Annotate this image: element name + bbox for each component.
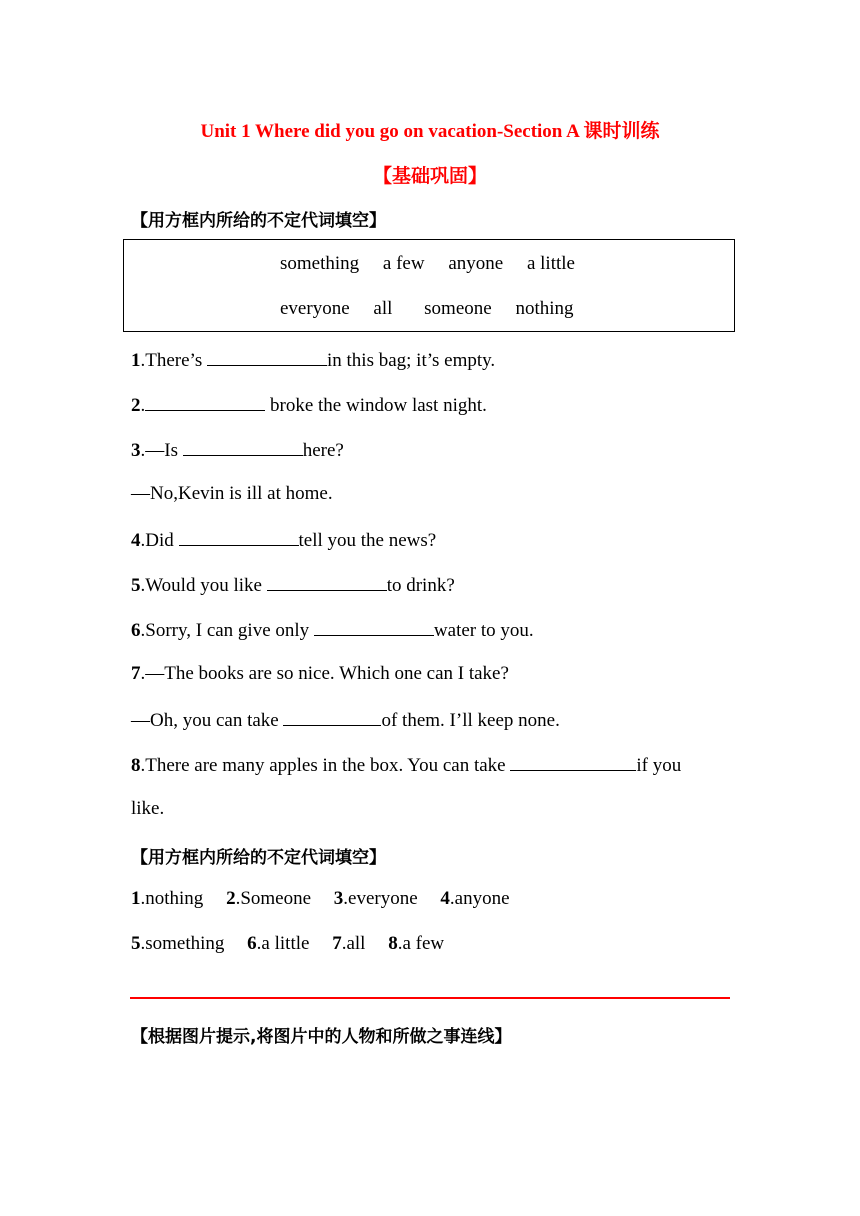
answer-blank[interactable] — [183, 437, 303, 456]
word-option: nothing — [515, 298, 574, 319]
question-text: of them. I’ll keep none. — [381, 710, 560, 731]
word-option: anyone — [448, 253, 504, 274]
answer-text: .everyone — [343, 888, 418, 909]
question-number: 8 — [131, 755, 141, 776]
section-subtitle: 【基础巩固】 — [372, 166, 487, 187]
answers-row — [131, 887, 510, 911]
question-8 — [131, 752, 681, 778]
answer-blank[interactable] — [283, 707, 381, 726]
next-section-heading: 【根据图片提示,将图片中的人物和所做之事连线】 — [131, 1027, 512, 1047]
answer-number: 3 — [333, 888, 344, 909]
word-box-row — [280, 253, 575, 275]
answer-text: .something — [140, 933, 225, 954]
question-text: water to you. — [433, 620, 534, 641]
question-2 — [131, 392, 487, 418]
word-option: a little — [526, 253, 575, 274]
question-text: here? — [302, 440, 344, 461]
question-text: tell you the news? — [298, 530, 437, 551]
question-number: 4 — [131, 530, 141, 551]
question-5 — [131, 572, 455, 598]
question-1 — [131, 347, 495, 373]
question-text: .Sorry, I can give only — [140, 620, 314, 641]
answer-number: 6 — [247, 933, 257, 954]
question-number: 6 — [131, 620, 141, 641]
question-text: .Would you like — [140, 575, 267, 596]
answer-text: .anyone — [449, 888, 510, 909]
question-text: .There are many apples in the box. You can take — [140, 755, 511, 776]
answer-text: .Someone — [235, 888, 312, 909]
answer-number: 4 — [440, 888, 450, 909]
answers-heading: 【用方框内所给的不定代词填空】 — [131, 848, 386, 868]
question-number: 7 — [131, 663, 141, 684]
word-option: everyone — [280, 298, 350, 319]
answer-number: 7 — [332, 933, 342, 954]
answer-blank[interactable] — [179, 527, 299, 546]
question-text: in this bag; it’s empty. — [326, 350, 496, 371]
question-7 — [131, 662, 509, 686]
word-option: something — [280, 253, 360, 274]
question-text: .Did — [140, 530, 179, 551]
question-3 — [131, 437, 344, 463]
answer-text: .a little — [256, 933, 310, 954]
answers-row — [131, 932, 444, 956]
question-text: .—The books are so nice. Which one can I take? — [140, 663, 509, 684]
answer-blank[interactable] — [510, 752, 636, 771]
answer-blank[interactable] — [207, 347, 327, 366]
answer-blank[interactable] — [314, 617, 434, 636]
answer-text: .all — [341, 933, 366, 954]
question-number: 3 — [131, 440, 141, 461]
page-title: Unit 1 Where did you go on vacation-Section A 课时训练 — [200, 121, 660, 142]
question-8-continuation: like. — [131, 798, 165, 819]
answer-number: 5 — [131, 933, 141, 954]
answer-number: 8 — [388, 933, 398, 954]
answer-text: .nothing — [140, 888, 204, 909]
question-number: 2 — [131, 395, 141, 416]
question-text: .—Is — [140, 440, 183, 461]
answer-number: 1 — [131, 888, 141, 909]
question-text: if you — [636, 755, 682, 776]
exercise-instruction: 【用方框内所给的不定代词填空】 — [131, 211, 386, 231]
question-4 — [131, 527, 436, 553]
question-7-reply — [131, 707, 560, 733]
answer-blank[interactable] — [267, 572, 387, 591]
question-text: .There’s — [140, 350, 207, 371]
word-option: a few — [382, 253, 425, 274]
question-text: broke the window last night. — [270, 395, 487, 416]
word-box-row — [280, 298, 574, 320]
question-number: 1 — [131, 350, 141, 371]
answer-text: .a few — [397, 933, 445, 954]
word-option: all — [373, 298, 393, 319]
answer-number: 2 — [226, 888, 236, 909]
question-3-reply: —No,Kevin is ill at home. — [131, 483, 333, 504]
question-number: 5 — [131, 575, 141, 596]
question-text: —Oh, you can take — [131, 710, 284, 731]
section-divider — [130, 997, 730, 999]
question-text: . — [140, 395, 146, 416]
question-6 — [131, 617, 534, 643]
question-text: to drink? — [386, 575, 455, 596]
word-option: someone — [424, 298, 492, 319]
word-box — [123, 239, 735, 332]
answer-blank[interactable] — [145, 392, 265, 411]
